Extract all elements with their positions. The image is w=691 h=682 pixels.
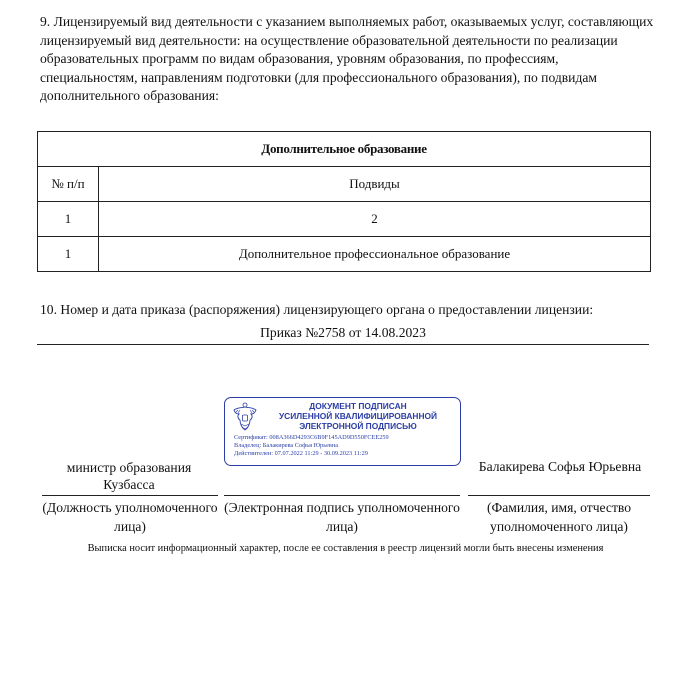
stamp-title-line: ЭЛЕКТРОННОЙ ПОДПИСЬЮ <box>299 421 417 431</box>
table-row <box>38 202 651 237</box>
table-row <box>38 237 651 272</box>
name-underline <box>468 495 650 496</box>
stamp-title <box>259 401 457 431</box>
stamp-owner: Владелец: Балакирева Софья Юрьевна <box>234 442 338 449</box>
disclaimer-note: Выписка носит информационный характер, после ее составления в реестр лицензий могли быть внесены изменения <box>87 543 604 554</box>
table-header-row <box>38 132 651 167</box>
signature-caption: (Электронная подпись уполномоченного лица) <box>224 500 460 534</box>
row-value: Дополнительное профессиональное образование <box>99 237 651 272</box>
order-underline <box>37 344 649 345</box>
position-underline <box>42 495 218 496</box>
stamp-validity: Действителен: 07.07.2022 11:29 - 30.09.2023 11:29 <box>234 450 368 457</box>
name-caption: (Фамилия, имя, отчество уполномоченного лица) <box>486 500 632 534</box>
column-number-header: № п/п <box>38 167 99 202</box>
section-9-text: 9. Лицензируемый вид деятельности с указанием выполняемых работ, оказываемых услуг, составляющих лицензируемый вид деятельности: на осуществление образовательной деятельности по реализации образовательных программ по видам образования, уровням образования, по профессиям, специальностям, направлениям подготовки (для профессионального образования), по подвидам дополнительного образования: <box>40 14 654 104</box>
section-10-text: 10. Номер и дата приказа (распоряжения) лицензирующего органа о предоставлении лицензии: <box>40 302 594 317</box>
official-name: Балакирева Софья Юрьевна <box>478 459 642 474</box>
stamp-certificate: Сертификат: 008A366D4293C6B9F145AD9D550FCEE259 <box>234 434 389 441</box>
table-header: Дополнительное образование <box>38 132 651 167</box>
coat-of-arms-icon <box>232 402 258 432</box>
stamp-title-line: УСИЛЕННОЙ КВАЛИФИЦИРОВАННОЙ <box>278 411 438 421</box>
row-number: 1 <box>38 237 99 272</box>
official-position: министр образования Кузбасса <box>66 460 192 492</box>
activity-table <box>37 131 651 272</box>
row-value: 2 <box>99 202 651 237</box>
column-subtype-header: Подвиды <box>99 167 651 202</box>
position-caption: (Должность уполномоченного лица) <box>42 500 218 534</box>
signature-underline <box>224 495 460 496</box>
order-value: Приказ №2758 от 14.08.2023 <box>260 325 426 340</box>
stamp-title-line: ДОКУМЕНТ ПОДПИСАН <box>309 401 407 411</box>
table-columns-row <box>38 167 651 202</box>
row-number: 1 <box>38 202 99 237</box>
e-signature-stamp <box>224 397 461 466</box>
